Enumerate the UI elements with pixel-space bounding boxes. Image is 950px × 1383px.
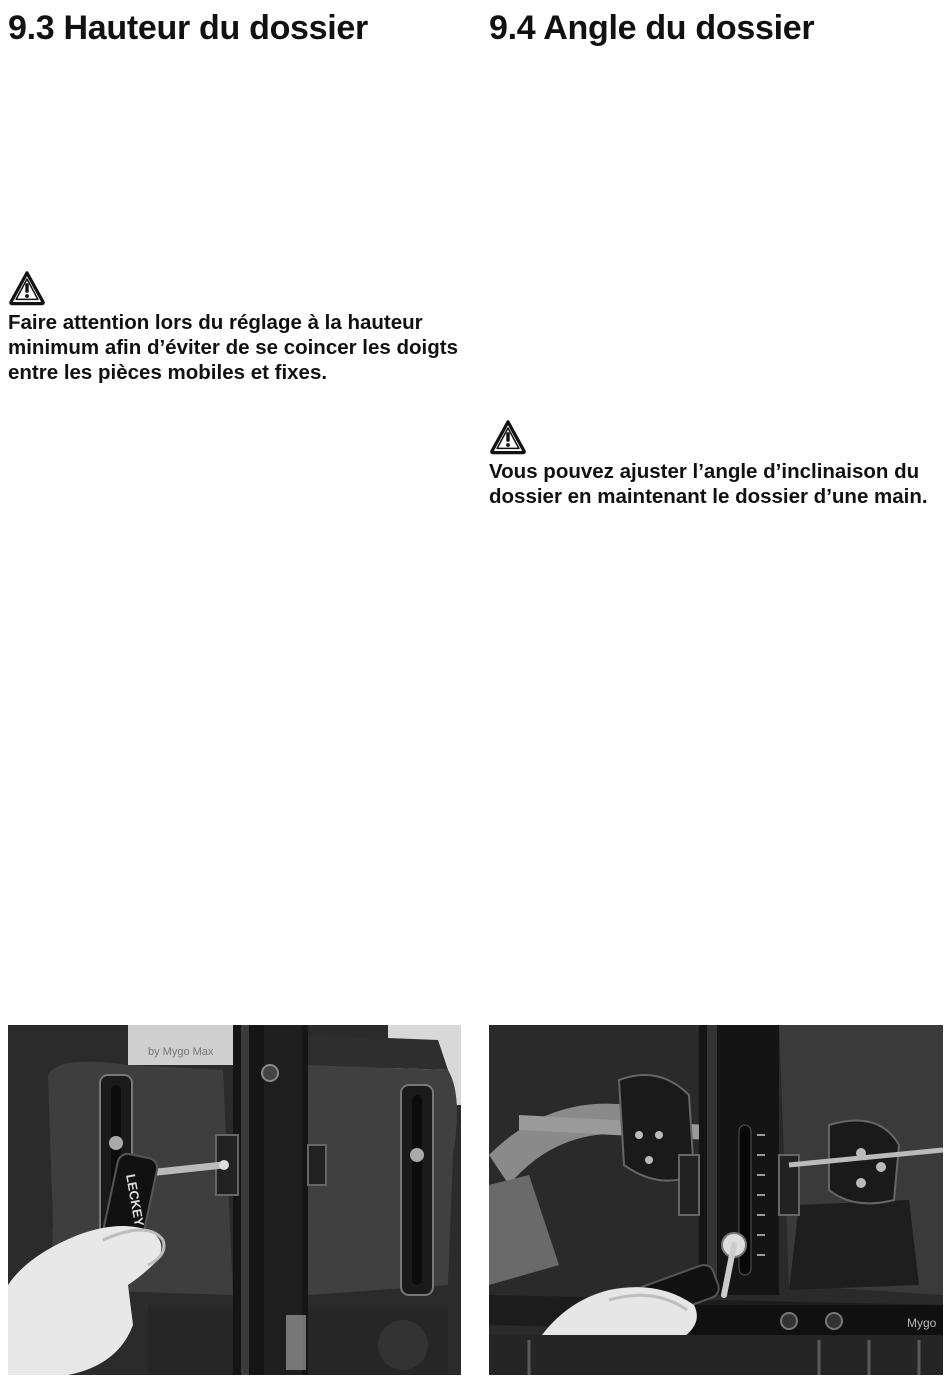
warning-block [8, 270, 468, 385]
warning-text: Vous pouvez ajuster l’angle d’inclinaison du dossier en maintenant le dossier d’une main. [489, 460, 928, 508]
tool-brand-label: LECKEY [123, 1172, 147, 1228]
warning-triangle-icon [8, 270, 46, 306]
photo-backrest-height-adjustment [8, 1025, 461, 1375]
warning-block [489, 419, 944, 509]
product-label: by Mygo Max [148, 1046, 214, 1058]
warning-triangle-icon [489, 419, 527, 455]
warning-text: Faire attention lors du réglage à la hauteur minimum afin d’éviter de se coincer les doigts entre les pièces mobiles et fixes. [8, 311, 458, 384]
section-title: 9.4 Angle du dossier [489, 9, 815, 47]
section-title: 9.3 Hauteur du dossier [8, 9, 368, 47]
photo-backrest-angle-adjustment [489, 1025, 943, 1375]
product-label: Mygo [907, 1316, 937, 1330]
